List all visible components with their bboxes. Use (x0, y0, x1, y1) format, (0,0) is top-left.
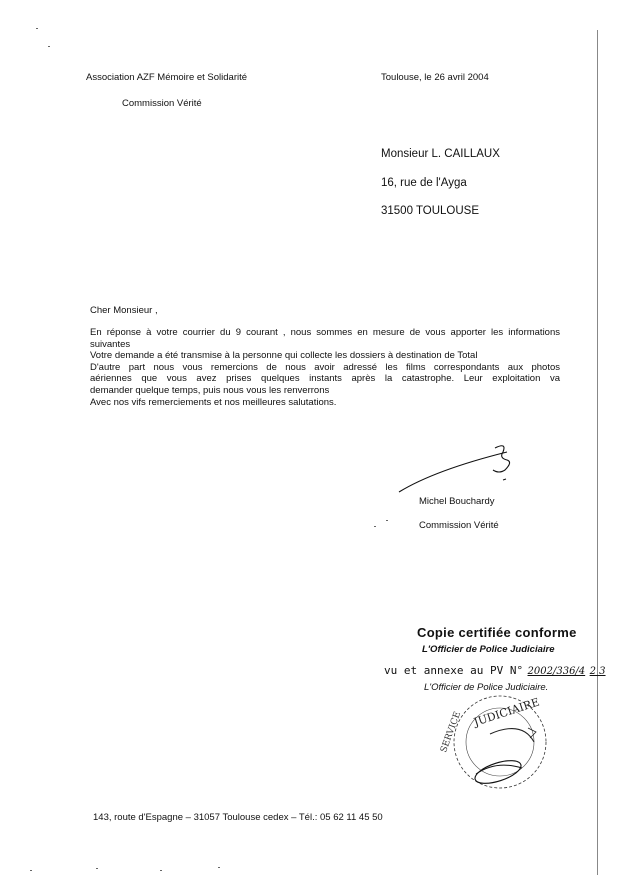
sender-department: Commission Vérité (122, 98, 202, 109)
footer-address: 143, route d'Espagne – 31057 Toulouse cedex – Tél.: 05 62 11 45 50 (93, 812, 383, 823)
signatory-department: Commission Vérité (419, 520, 499, 531)
body-line: suivantes (90, 338, 131, 350)
scan-speck (386, 520, 388, 521)
seal-text-left: SERVICE (439, 710, 464, 755)
signatory-name: Michel Bouchardy (419, 496, 495, 507)
pv-number: 2002/336/4 (527, 666, 586, 677)
scan-speck (36, 28, 38, 29)
pv-suffix: 2 3 (589, 666, 606, 677)
letter-date: Toulouse, le 26 avril 2004 (381, 72, 489, 83)
page-edge-line (597, 30, 598, 875)
recipient-city: 31500 TOULOUSE (381, 205, 480, 217)
body-line: aériennes que vous avez prises quelques instants après la catastrophe. Leur exploitation va (90, 373, 560, 385)
body-line: Votre demande a été transmise à la personne qui collecte les dossiers à destination de Total (90, 350, 478, 362)
body-line: En réponse à votre courrier du 9 courant , nous sommes en mesure de vous apporter les informations (90, 327, 560, 338)
seal-text-top: JUDICIAIRE (472, 695, 542, 729)
salutation: Cher Monsieur , (90, 305, 158, 316)
official-seal-icon (430, 690, 570, 790)
handwritten-signature (395, 440, 525, 500)
scan-speck (96, 868, 98, 869)
body-line: Avec nos vifs remerciements et nos meilleures salutations. (90, 396, 337, 408)
certified-copy-stamp: Copie certifiée conforme (417, 625, 577, 640)
letter-body (90, 327, 560, 408)
recipient-street: 16, rue de l'Ayga (381, 177, 467, 189)
pv-annex-line (384, 661, 606, 679)
scan-speck (374, 526, 376, 527)
body-line: demander quelque temps, puis nous vous les renverrons (90, 384, 330, 396)
body-line: D'autre part nous vous remercions de nous avoir adressé les films correspondants aux photos (90, 361, 560, 373)
officer-stamp-line: L'Officier de Police Judiciaire (422, 644, 555, 655)
scan-speck (218, 867, 220, 868)
pv-prefix: vu et annexe au PV N° (384, 664, 524, 677)
scan-speck (30, 870, 32, 871)
scan-speck (48, 46, 50, 47)
scan-speck (160, 870, 162, 871)
officer-stamp-line-2: L'Officier de Police Judiciaire. (424, 682, 549, 693)
recipient-name: Monsieur L. CAILLAUX (381, 148, 500, 160)
sender-name: Association AZF Mémoire et Solidarité (86, 72, 248, 83)
